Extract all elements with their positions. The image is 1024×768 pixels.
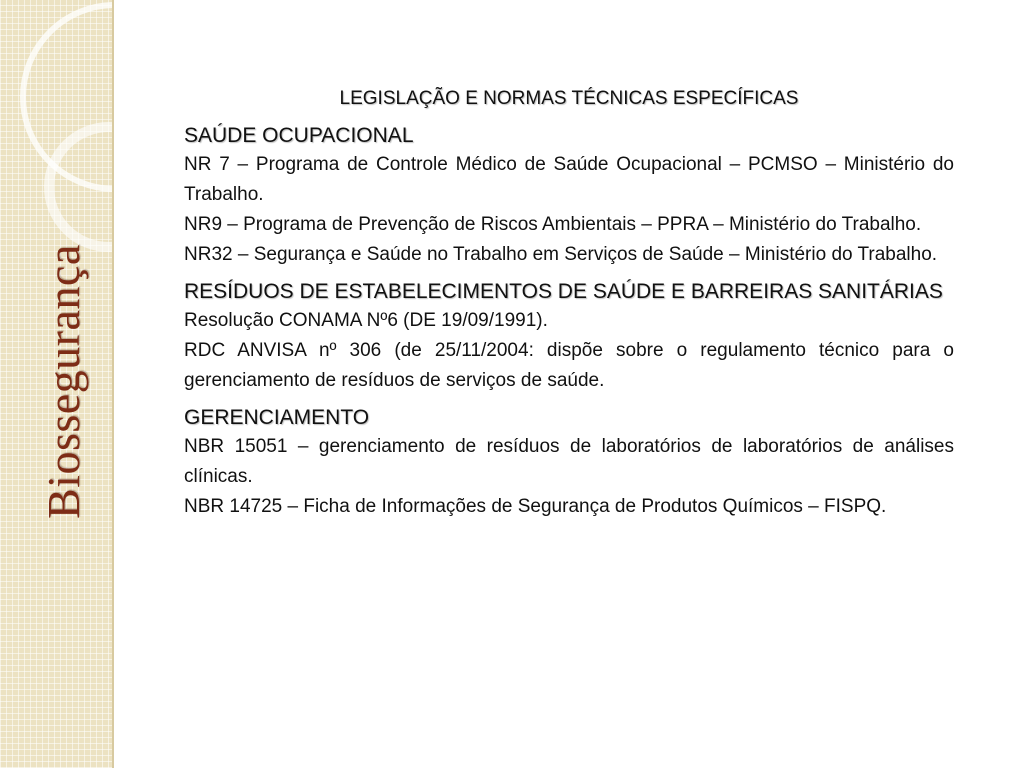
sidebar-divider [112, 0, 114, 768]
section-heading: RESÍDUOS DE ESTABELECIMENTOS DE SAÚDE E BARREIRAS SANITÁRIAS [184, 280, 943, 303]
slide-content [184, 84, 954, 530]
list-item: NBR 15051 – gerenciamento de resíduos de laboratórios de laboratórios de análises clínicas. [184, 436, 954, 487]
section-heading: GERENCIAMENTO [184, 406, 370, 429]
list-item: Resolução CONAMA Nº6 (DE 19/09/1991). [184, 310, 548, 331]
section-saude-ocupacional [184, 122, 954, 270]
list-item: NBR 14725 – Ficha de Informações de Segurança de Produtos Químicos – FISPQ. [184, 496, 887, 517]
list-item: RDC ANVISA nº 306 (de 25/11/2004: dispõe sobre o regulamento técnico para o gerenciamento de resíduos de serviços de saúde. [184, 340, 954, 391]
list-item: NR 7 – Programa de Controle Médico de Saúde Ocupacional – PCMSO – Ministério do Trabalho. [184, 154, 954, 205]
section-gerenciamento [184, 404, 954, 522]
list-item: NR32 – Segurança e Saúde no Trabalho em Serviços de Saúde – Ministério do Trabalho. [184, 244, 938, 265]
sidebar-decoration [0, 0, 112, 768]
vertical-title: Biossegurança [38, 244, 89, 520]
list-item: NR9 – Programa de Prevenção de Riscos Ambientais – PPRA – Ministério do Trabalho. [184, 214, 922, 235]
section-residuos [184, 278, 954, 396]
section-heading: SAÚDE OCUPACIONAL [184, 124, 414, 147]
slide-title: LEGISLAÇÃO E NORMAS TÉCNICAS ESPECÍFICAS [339, 88, 799, 109]
